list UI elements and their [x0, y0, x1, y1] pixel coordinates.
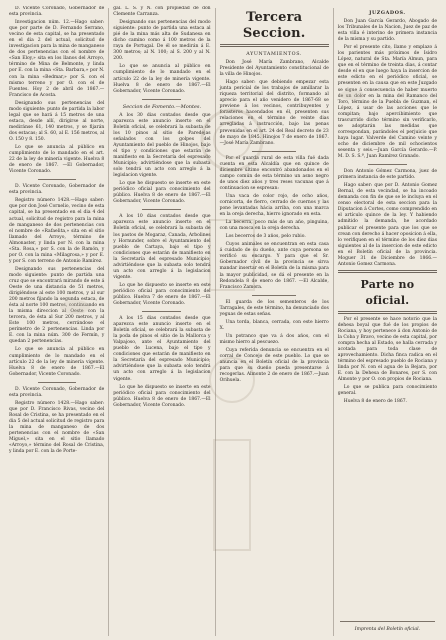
double-rule	[220, 44, 329, 47]
notice-paragraph: Por el presente cito, llamo y emplazo á los parientes más próximos de Isidro López, natural de Sta. María Almun, para que en el término de treinta dias, á contar desde el en que luego haya la insercion de este edicto en el periódico oficial, se presenten en la causa que en este Juzgado se sigue á consecuencia de haber muerto de un dolor en la mina del Ramanco del Toro, término de la Puebla de Guzman, el López, á usar de las acciones que le compitan; bajo apercibimiento que trascurrido dicho término sin verificarlo, se adoptarán las medidas que correspondan, parándoles el perjuicio que haya lugar. Valverde del Camino veinte y ocho de diciembre de mil ochocientos sesenta y seis.—Juan García Gerardo.—P. M. D. S. S.ª, Juan Ramírez Granado.	[337, 45, 438, 160]
notice-paragraph: Designando sus pertenencias del modo siguiente: punto de partida la labor legal que se hará á 15 metros de una estaca, desde allí, dirigirse al norte, mediránse 61, 140 metros, y se fijarán dos estacas; al S. 60, al E. 156 metros, al O. 150 y 8. 150.	[9, 100, 105, 142]
notice-paragraph: El guarda de los sementeros de los Tarragales, de este término, ha denunciado dos yeguas de estas señas.	[219, 299, 329, 317]
notice-paragraph: Lo que he dispuesto se inserte en este periódico oficial para conocimiento del público. Huelva 8 de enero de 1867.—El Gobernador, Vicente Coronado.	[113, 181, 211, 205]
notice-paragraph: Cuya referida denuncia se encuentra en el corral de Concejo de este pueblo. Lo que se anuncia en el Boletín oficial de la provincia para que su dueño pueda presentarse á recogerlas. Almonte 2 de enero de 1867.—Juan Orihuela.	[219, 347, 329, 384]
separator	[142, 311, 181, 312]
notice-paragraph: Huelva 8 de enero de 1867.	[343, 399, 407, 405]
notice-paragraph: Por el guarda rural de esta villa fué dada cuenta en esta Alcaldía que en quince de diciembre último encontró abandonados en el campo común de esta término un asno negro de unos diez años y tres reses vacunas que á continuacion se espresan:	[219, 155, 329, 191]
notice-paragraph: Registro número 1428.—Hago saber: que por don José Cornelio, vecino de esta capital, se ha presentado en el dia 4 del actual, solicitud de registro para la mina de manganeso de dos pertenencias con el nombre de «Rafaelita,» sita en el sitio llamado del Arroyo, término de Almonaster, y linda por N. con la mina «Sta. Rosa,» por S. con la de Ramón, y por O. con la mina «Milagrosa,» y por E. y por S. con terreno de Antonio Ramírez.	[9, 198, 105, 264]
separator	[368, 164, 408, 165]
section-title: Parte no oficial.	[360, 277, 415, 307]
notice-paragraph: Por el presente se hace notorio que la dehesa boyal que fué de los propios de Rociana, y hoy pertenece á don Antonio de la Coba y Bravo, vecino de esta capital, por compra hecha al Estado, se halla cerrada y acotada para toda clase de aprovechamiento. Dicha finca radica en el término del espresado pueblo de Rociana y linda por N. con el agua de la Bejara, por E. con la Dehesa de Bonares, por S. con Almonte y por O. con propios de Rociana.	[337, 316, 438, 383]
section-subhead: Seccion de Fomento.—Montes.	[122, 103, 202, 110]
separator	[38, 179, 76, 180]
double-rule	[338, 270, 437, 273]
column-3	[216, 6, 333, 640]
notice-paragraph: Lo que se anuncia al público en cumplimiento de lo mandado en el art. 22 de la ley de minería vigente. Huelva 8 de enero de 1867. —El Gobernador, Vicente Coronado.	[9, 145, 105, 175]
notice-header: D. Vicente Coronado, Gobernador de esta provincia.	[9, 184, 105, 196]
section-title: JUZGADOS.	[369, 10, 406, 16]
column-1	[5, 6, 108, 640]
notice-paragraph: Lo que se anuncia al público en cumplimiento de lo mandado en el artículo 22 de la ley de minería vigente. Huelva 8 de enero de 1867.—El Gobernador, Vicente Coronado.	[9, 347, 105, 377]
notice-paragraph: Designando sus pertenencias del modo siguiente: punto de partida una cruz que se encontrará mirando de este á Oeste de una distancia de 51 metros, dirigiéndose al este 100 metros, y al sur 200 metros fijando la segunda estaca, de ésta al norte 100 metros, continuando en la misma direccion al Oeste con la tercera, de ésta al Sur 200 metros, y al Este 100 metros, cerrándose el perímetro de 2 pertenencias. Linda por E. con la mina núm. 300 de Fermín, y quedan 2 pertenencias.	[9, 266, 105, 345]
notice-paragraph: Hago saber: que por D. Antonio Gomez Bernal, de esta vecindad, se ha incoado demanda con fin de que se le incluya en el censo electoral de esta seccion para la Diputacion á Cortes, como comprendido en el artículo quince de la ley. Y habiendo admitido la demanda, he acordado publicar el presente para que los que se crean con derecho á hacer oposicion á ella, lo verifiquen en el término de los diez dias siguientes al de la insercion de este edicto en el Boletín oficial de la provincia. Moguer 31 de Diciembre de 1866.—Antonio Gomez Carmona.	[337, 183, 438, 267]
notice-paragraph: gal. L. S. y N. con propiedad de don Clemente Carranza.	[113, 6, 211, 18]
separator	[142, 209, 181, 210]
notice-paragraph: A los 10 dias contados desde que aparezca este anuncio inserto en el Boletín oficial, se celebrará la subasta de los pastos de Mogaraz, Canada, Arbolines y Hornunder, sobre el Ayuntamiento del pueblo de Cartaya, bajo el tipo y condiciones que estarán de manifiesto en la Secretaría del espresado Municipio; advirtiéndose que la subasta solo tendrá un acto con arreglo á la legislacion vigente.	[113, 214, 211, 280]
section-title: Tercera Seccion.	[242, 10, 306, 41]
notice-paragraph: Investigacion núm. 12.—Hago saber: que por parte de D. Fernando Serrano, vecino de esta capital, se ha presentado en el dia 2 del actual, solicitud de investigacion para la mina de manganeso de dos pertenencias con el nombre de «San Eloy,» sita en los llanos del Arroyo, término de Mina de Belmonte, y linda por E. con la mina «Sta. Barbara,» por N. con la mina «Bedmar,» por S. con el mismo terreno y por O. con el de Fuentes. Hoy 2 de abril de 1867.—Francisco de Acosta.	[9, 20, 105, 98]
notice-paragraph: Una torda, blanca, cerrada, con este hierro X.	[219, 319, 329, 331]
notice-paragraph: Un potranco que va á dos años, con el mismo hierro al pescuezo.	[219, 333, 329, 345]
notice-header: Don José María Zambrano, Alcalde Presidente del Ayuntamiento constitucional de la villa de Hinojos.	[219, 60, 329, 78]
notice-paragraph: Lo que he dispuesto se inserte en este periódico oficial para conocimiento del público. Huelva 8 de enero de 1867.—El Gobernador, Vicente Coronado.	[113, 384, 211, 408]
notice-paragraph: La becerra, poco más de un año, pinguina, con una mosca en la oreja derecha.	[219, 220, 329, 232]
notice-paragraph: A los 15 dias contados desde que aparezca este anuncio inserto en el Boletín oficial, se celebrará la subasta de la poda de pinos el sitio de la Mallorca y Valpajoso, ante el Ayuntamiento del pueblo de Lucena, bajo el tipo y condiciones que estarán de manifiesto en la Secretaría del espresado Municipio; advirtiéndose que la subasta solo tendrá un acto con arreglo á la legislacion vigente.	[113, 316, 211, 382]
separator	[142, 99, 181, 100]
separator	[38, 382, 76, 383]
imprint-footer: Imprenta del Boletín oficial.	[354, 627, 421, 632]
notice-paragraph: Lo que se publica para conocimiento general.	[337, 385, 438, 397]
notice-header: D. Vicente Coronado, Gobernador de esta provincia.	[9, 6, 105, 18]
notice-header: Don Juan García Gerardo, Abogado de los Tribunales de la Nacion, Juez de paz de esta villa é interino de primera instancia de la misma y su partido.	[337, 19, 438, 43]
notice-paragraph: Una vaca de color rojo, de ocho años, cornicorta, de fierro, cerrado de cuernos y las pone levantadas hácia arriba, con una marca en la oreja derecha, hierro ignorado en esta.	[219, 193, 329, 218]
column-2	[109, 6, 214, 640]
section-subtitle: AYUNTAMIENTOS.	[246, 52, 303, 57]
notice-paragraph: Cuyos animales se encuentran en esta casa á cuidado de su dueño, ante cuya persona se verificó su encargo. Y para que el Sr. Gobernador civil de la provincia se sirva mandar insertar en el Boletín de la misma para la mayor publicidad, se dá el presente en la Redondela 8 de enero de 1867. —El Alcalde, Francisco Zamora.	[219, 242, 329, 290]
separator	[252, 295, 296, 296]
separator	[252, 151, 296, 152]
notice-paragraph: Designando sus pertenencias del modo siguiente: punto de partida una estaca al pié de la mina más alta de Sudanesa en dicho camino como á 100 metros de la raya de Portugal. De él se medirán á E. 300 metros; al N. 100; al S. 200 y al N. 200.	[113, 20, 211, 62]
notice-header: D. Vicente Coronado, Gobernador de esta provincia.	[9, 386, 105, 398]
footer-rule	[340, 621, 435, 622]
notice-paragraph: Lo que se anuncia al público en cumplimiento de lo mandado en el artículo 22 de la ley de minería vigente. Huelva 8 de enero de 1867.—El Gobernador, Vicente Coronado.	[113, 64, 211, 94]
notice-paragraph: Hago saber: que debiendo empezar esta junta pericial de los trabajos de amillarar la riqueza territorial del distrito, formando al aprecio para el año venidero de 1867-68 se previene á los vecinos, contribuyentes y forasteros hacendados en él, presenten sus relaciones en el término de veinte dias arregladas á instrucción, bajo las penas prevenidas en el art. 24 del Real decreto de 23 de mayo de 1845. Hinojos 7 de enero de 1867.—José María Zambrano.	[219, 80, 329, 146]
column-4	[334, 6, 441, 640]
notice-paragraph: Lo que he dispuesto se inserte en este periódico oficial para conocimiento del público. Huelva 7 de enero de 1867.—El Gobernador, Vicente Coronado.	[113, 282, 211, 307]
notice-paragraph: Registro número 1428.—Hago saber: que por D. Francisco Rivas, vecino del Rosal de Cristina, se ha presentado en el dia 5 del actual solicitud de registro para la mina de manganeso de dos pertenencias con el nombre de «San Miguel,» sita en el sitio llamado «Arroyo,» término del Rosal de Cristina, y linda por E. con la de Porte-	[9, 400, 105, 455]
notice-header: Don Antonio Gómez Carmona, juez de primera instancia de este partido.	[337, 169, 438, 181]
double-rule	[338, 311, 437, 314]
notice-paragraph: A los 30 dias contados desde que aparezca este anuncio inserto en el Boletín oficial, se celebrará la subasta de los 10 pinos al sitio de Paredejas señalados con los golpes del Ayuntamiento del pueblo de Hinojos, bajo el tipo y condiciones que estarán de manifiesto en la Secretaría del espresado Municipio; advirtiéndose que la subasta solo tendrá un acto con arreglo á la legislacion vigente.	[113, 112, 211, 179]
notice-paragraph: Los becerros de 3 años, pelo rubio.	[225, 234, 306, 240]
